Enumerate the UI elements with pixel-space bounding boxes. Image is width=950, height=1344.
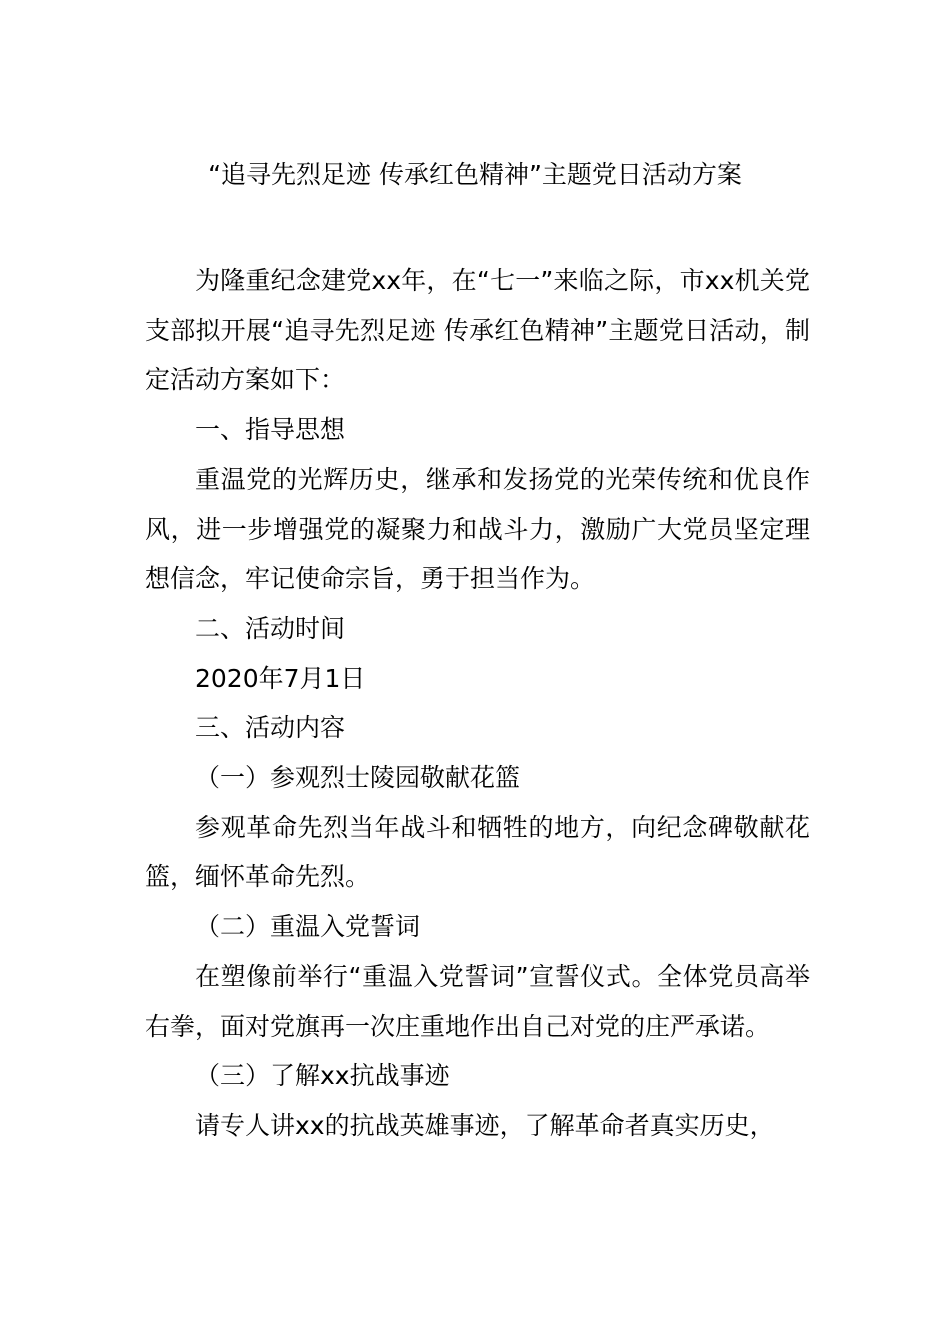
intro-paragraph: 为隆重纪念建党xx年，在“七一”来临之际，市xx机关党支部拟开展“追寻先烈足迹 传承红色精神”主题党日活动，制定活动方案如下：: [145, 266, 810, 395]
activity-date: 2020年7月1日: [195, 663, 366, 693]
oath-review-paragraph: 在塑像前举行“重温入党誓词”宣誓仪式。全体党员高举右拳，面对党旗再一次庄重地作出自己对党的庄严承诺。: [145, 961, 810, 1041]
subheading-war-history: （三）了解xx抗战事迹: [195, 1061, 450, 1091]
document-title: “追寻先烈足迹 传承红色精神”主题党日活动方案: [208, 160, 742, 189]
document-body: [145, 256, 810, 1151]
cemetery-visit-paragraph: 参观革命先烈当年战斗和牺牲的地方，向纪念碑敬献花篮，缅怀革命先烈。: [145, 812, 810, 892]
section-heading-activity-content: 三、活动内容: [195, 713, 346, 743]
section-heading-activity-time: 二、活动时间: [195, 613, 346, 643]
war-history-paragraph: 请专人讲xx的抗战英雄事迹，了解革命者真实历史，: [195, 1110, 775, 1140]
subheading-cemetery-visit: （一）参观烈士陵园敬献花篮: [195, 763, 521, 793]
guiding-ideology-paragraph: 重温党的光辉历史，继承和发扬党的光荣传统和优良作风，进一步增强党的凝聚力和战斗力，激励广大党员坚定理想信念，牢记使命宗旨，勇于担当作为。: [145, 464, 810, 594]
section-heading-guiding-ideology: 一、指导思想: [195, 415, 346, 445]
subheading-oath-review: （二）重温入党誓词: [195, 912, 421, 942]
